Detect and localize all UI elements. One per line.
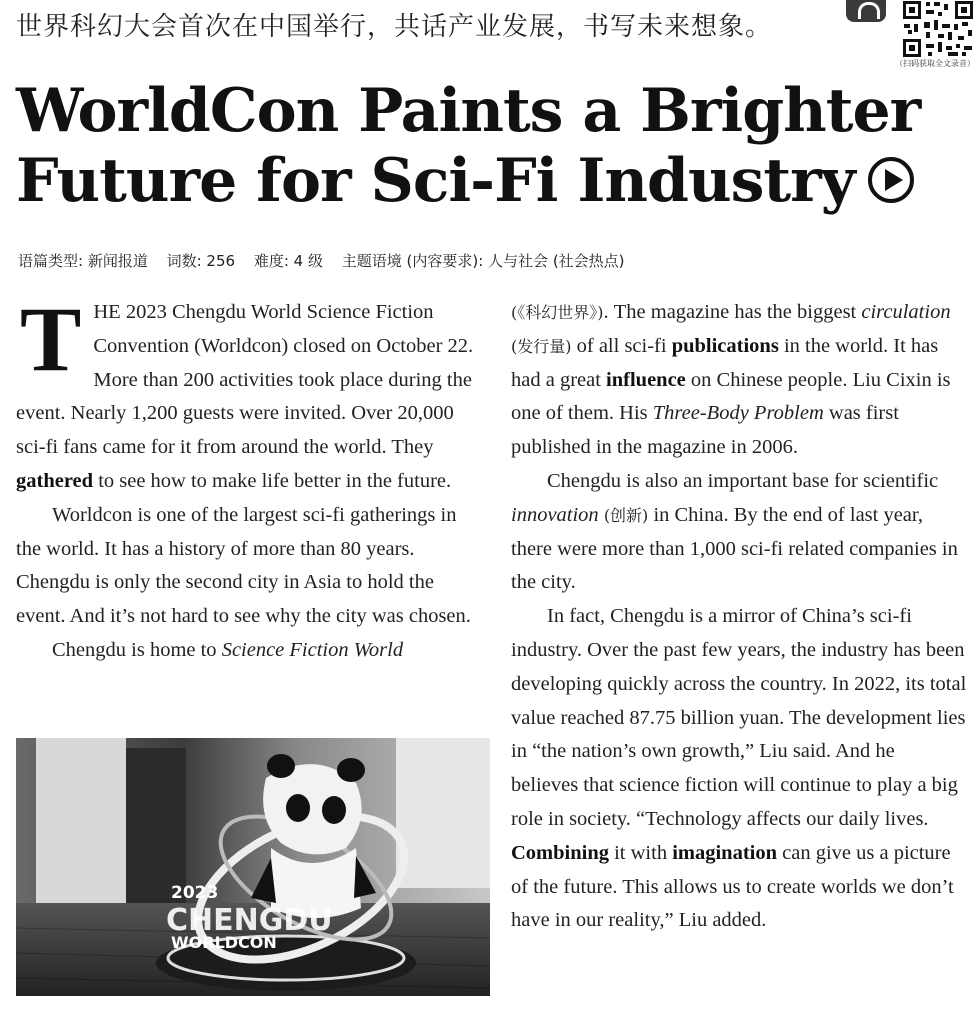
- article-column-right: [511, 296, 967, 938]
- meta-word-count: 词数: 256: [166, 252, 236, 270]
- title-line-1: WorldCon Paints a Brighter: [16, 76, 921, 146]
- paragraph-1: [16, 288, 486, 499]
- magazine-name-cn: (《科幻世界》): [511, 303, 604, 322]
- p5-tail: can give us a picture of the future. This allows us to create worlds we don’t have in our reality,” Liu added.: [511, 841, 954, 932]
- paragraph-3-cont: [511, 296, 967, 465]
- vocab-publications: publications: [671, 334, 779, 357]
- qr-caption: （扫码获取全文录音）: [895, 59, 975, 68]
- p3-d: on Chinese people. Liu Cixin is one of them. His: [511, 368, 951, 425]
- vocab-innovation-cn: (创新): [603, 505, 649, 525]
- photo-sign-event: WORLDCON: [171, 933, 277, 952]
- p3-b: of all sci-fi: [576, 334, 667, 357]
- header-banner: 世界科幻大会首次在中国举行，共话产业发展，书写未来想象。: [16, 12, 773, 42]
- p5-a: it with: [614, 841, 668, 864]
- book-title: Three-Body Problem: [652, 402, 824, 425]
- paragraph-5: [511, 600, 967, 938]
- paragraph-2: Worldcon is one of the largest sci-fi gatherings in the world. It has a history of more than 80 years. Chengdu is only the second city in Asia to hold the event. And it’s not hard to see why the city was chosen.: [16, 503, 471, 628]
- title-line-2: [16, 146, 916, 216]
- drop-cap: T: [20, 288, 82, 390]
- article-column-left: [16, 288, 486, 668]
- vocab-innovation: innovation: [511, 503, 599, 526]
- headphones-icon[interactable]: [846, 0, 886, 22]
- paragraph-4: [511, 465, 967, 600]
- photo-sign-city: CHENGDU: [166, 903, 333, 938]
- article-title: [16, 76, 921, 216]
- paragraph-3-start: [16, 634, 486, 668]
- vocab-circulation: circulation: [861, 301, 951, 323]
- p4-lead: Chengdu is also an important base for scientific: [547, 469, 939, 492]
- photo-sign-year: 2023: [171, 883, 219, 903]
- p3-c: in the world. It has had a great: [511, 334, 939, 391]
- title-line-2-text: Future for Sci-Fi Industry: [16, 146, 855, 216]
- vocab-gathered: gathered: [16, 469, 94, 492]
- p1-lead: HE 2023 Chengdu World Science Fiction Convention (Worldcon) closed on October 22. More than 200 activities took place during the event. Nearly 1,200 guests were invited. Over 20,000 sci-fi fans came for it from around the world. They: [16, 301, 474, 459]
- qr-code-icon[interactable]: [902, 0, 974, 58]
- vocab-combining: Combining: [511, 841, 609, 864]
- meta-genre: 语篇类型: 新闻报道: [18, 252, 148, 270]
- worldcon-panda-photo: [16, 738, 490, 996]
- meta-difficulty: 难度: 4 级: [253, 252, 323, 270]
- vocab-influence: influence: [606, 368, 686, 391]
- p1-tail: to see how to make life better in the future.: [98, 469, 452, 492]
- play-circle-icon[interactable]: [867, 156, 915, 204]
- p5-lead: In fact, Chengdu is a mirror of China’s sci-fi industry. Over the past few years, the industry has been developing quickly across the country. In 2022, its total value reached 87.75 billion yuan. The development lies in “the nation’s own growth,” Liu said. And he believes that science fiction will continue to play a big role in society. “Technology affects our daily lives.: [511, 605, 967, 830]
- p3-e: was first published in the magazine in 2006.: [511, 402, 899, 459]
- p4-tail: in China. By the end of last year, there were more than 1,000 sci-fi related companies in the city.: [511, 503, 958, 594]
- vocab-circulation-cn: (发行量): [511, 336, 572, 356]
- p3-a: . The magazine has the biggest: [603, 301, 857, 323]
- article-meta: [18, 250, 639, 271]
- meta-theme: 主题语境 (内容要求): 人与社会 (社会热点): [341, 252, 625, 270]
- p3-lead: Chengdu is home to: [52, 638, 217, 661]
- magazine-name: Science Fiction World: [221, 638, 404, 661]
- vocab-imagination: imagination: [672, 841, 777, 864]
